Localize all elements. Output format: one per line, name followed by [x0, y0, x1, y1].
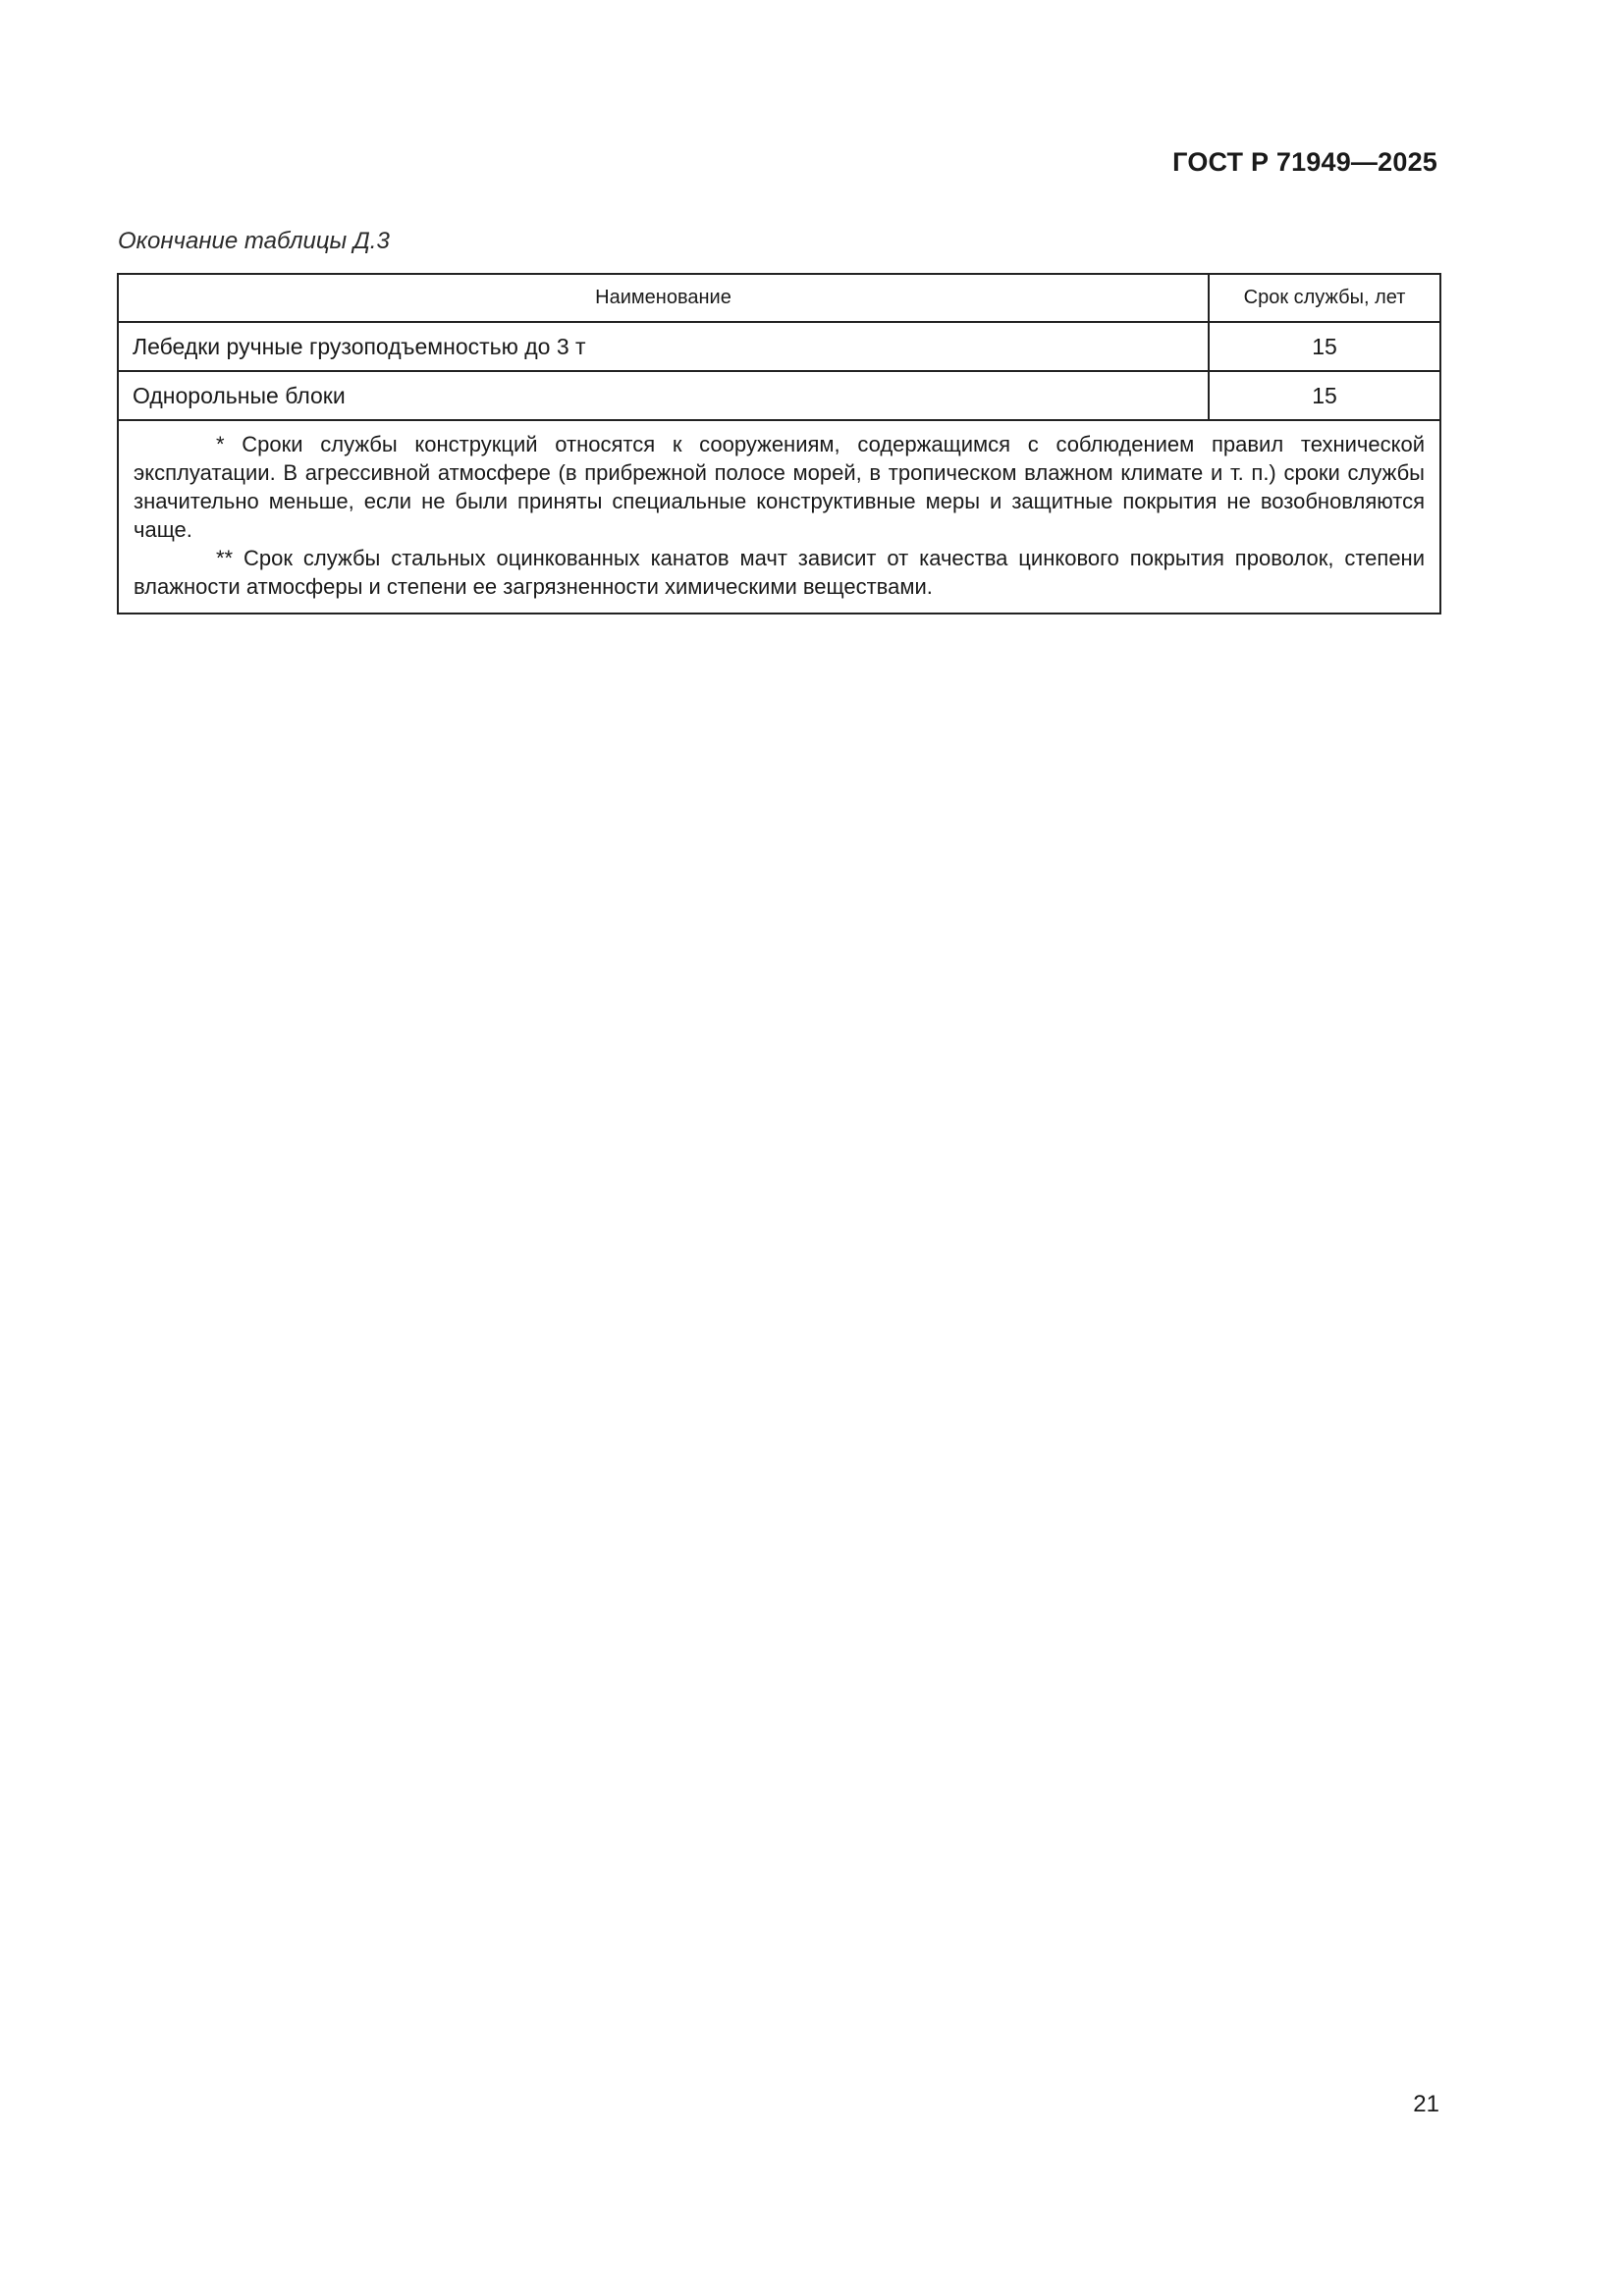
document-id: ГОСТ Р 71949—2025	[1172, 147, 1437, 177]
column-header-name: Наименование	[119, 275, 1210, 321]
service-life-table	[117, 273, 1441, 614]
table-header-row	[119, 275, 1439, 323]
table-row	[119, 372, 1439, 421]
row-life-cell: 15	[1312, 333, 1337, 359]
table-row	[119, 323, 1439, 372]
footnote-double-asterisk: ** Срок службы стальных оцинкованных канатов мачт зависит от качества цинкового покрытия проволок, степени влажности атмосферы и степени ее загрязненности химическими веществами.	[134, 546, 1425, 599]
row-life-cell: 15	[1312, 382, 1337, 408]
row-name-cell: Однорольные блоки	[119, 372, 1210, 419]
column-header-service-life: Срок службы, лет	[1243, 287, 1406, 308]
table-notes-row	[119, 421, 1439, 613]
page-number: 21	[1413, 2091, 1439, 2117]
footnote-single-asterisk: * Сроки службы конструкций относятся к сооружениям, содержащимся с соблюдением правил технической эксплуатации. В агрессивной атмосфере (в прибрежной полосе морей, в тропическом влажном климате и т. п.) сроки службы значительно меньше, если не были приняты специальные конструктивные меры и защитные покрытия не возобновляются чаще.	[134, 432, 1425, 542]
table-caption: Окончание таблицы Д.3	[118, 228, 390, 254]
row-name-cell: Лебедки ручные грузоподъемностью до 3 т	[119, 323, 1210, 370]
table-notes	[119, 421, 1439, 613]
